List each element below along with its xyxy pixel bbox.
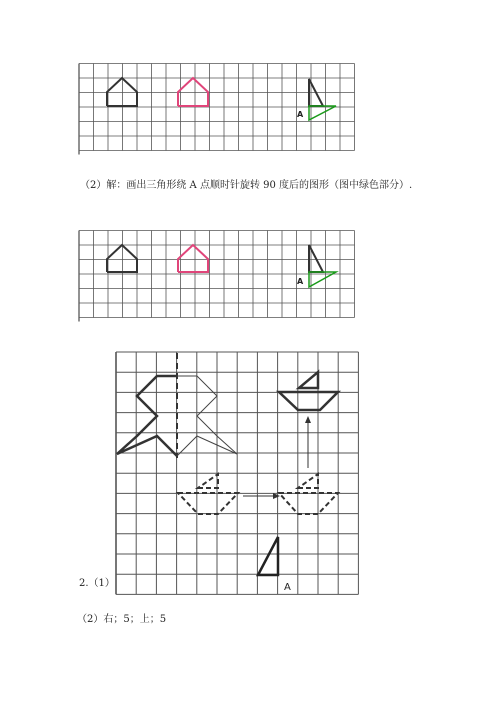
- boat-sail-solid: [299, 372, 318, 388]
- part2-solution-text: （2）解：画出三角形绕 A 点顺时针旋转 90 度后的图形（图中绿色部分）.: [80, 180, 413, 191]
- grid-lines: [116, 352, 358, 594]
- point-a-label: A: [297, 110, 304, 119]
- point-a-label: A: [284, 582, 291, 593]
- arrow-head-up: [305, 416, 311, 423]
- symmetric-shape-left: [117, 376, 177, 456]
- boat-shape-solid: [279, 392, 338, 410]
- boat-shape-dashed-right: [279, 493, 338, 514]
- boat-shape-dashed-left: [178, 493, 238, 514]
- boat-sail-dashed-right: [298, 474, 318, 488]
- point-a-label: A: [297, 277, 304, 286]
- triangle-bottom: [258, 537, 278, 575]
- boat-sail-dashed-left: [198, 474, 218, 488]
- symmetric-shape-right: [177, 376, 237, 456]
- q2-part1-label: 2.（1）: [79, 578, 115, 589]
- q2-part2-answer: （2）右；5；上；5: [77, 614, 167, 625]
